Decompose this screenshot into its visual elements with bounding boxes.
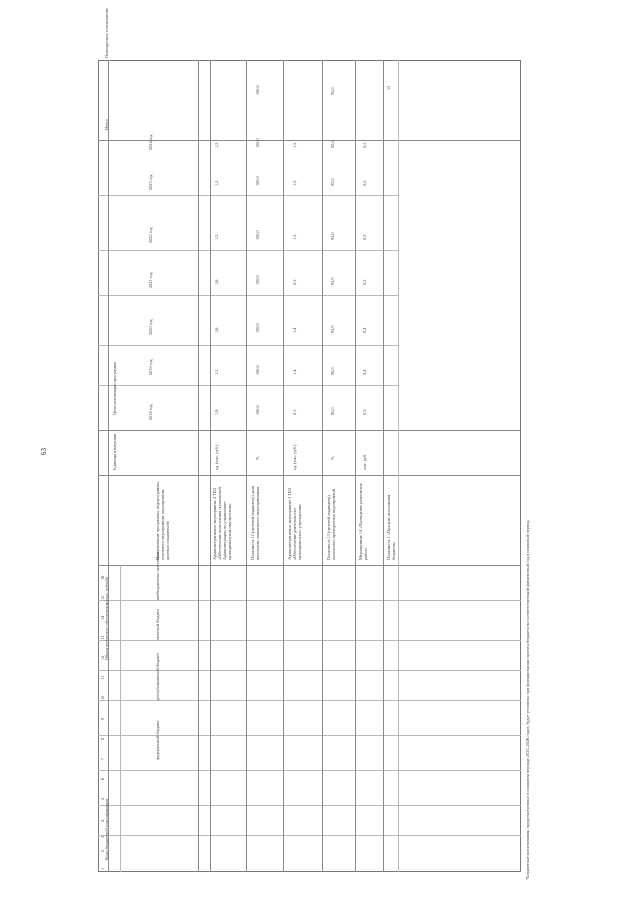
row-value: 0,5	[362, 234, 367, 240]
row-value: 1,4	[292, 327, 297, 333]
col-number: 7	[100, 757, 105, 760]
table-divider	[322, 60, 323, 872]
table-divider	[98, 670, 521, 671]
table-divider	[98, 140, 521, 141]
row-value: 0,5	[362, 409, 367, 415]
row-unit: тыс. руб.	[362, 453, 367, 470]
page-number: 63	[40, 448, 48, 455]
header-total: Итого	[104, 119, 109, 130]
year-header: 2023 год	[148, 174, 153, 190]
table-divider	[383, 60, 384, 872]
row-value: 100,0	[255, 230, 260, 240]
row-value: 0,5	[292, 279, 297, 285]
table-divider	[98, 295, 398, 296]
row-value: 0,5	[362, 142, 367, 148]
row-text: Административное мероприятие 2 ТКЗ «Обеспечение выполнения полномочий Администрации по управлению муниципальным имуществом»	[212, 487, 232, 560]
col-number: 16	[100, 575, 105, 580]
source-header: местный бюджет	[155, 608, 160, 640]
source-header: внебюджетные источники	[155, 552, 160, 600]
col-number: 8	[100, 737, 105, 740]
col-number: 5	[100, 797, 105, 800]
col-number: 10	[100, 695, 105, 700]
row-unit: ед. (тыс. руб.)	[214, 444, 219, 470]
row-value: 0,3	[292, 409, 297, 415]
row-value: 0,5	[362, 180, 367, 186]
source-header: республиканский бюджет	[155, 653, 160, 700]
row-value: 95,0	[330, 325, 335, 333]
table-divider	[98, 195, 398, 196]
row-text: Мероприятие 14 «Проведение ремонтных работ»	[358, 483, 368, 560]
header-relation: Планируемое соотношение	[104, 8, 109, 58]
row-value: 1,5	[214, 142, 219, 148]
year-header: 2018 год	[148, 404, 153, 420]
row-value: 95,0	[330, 140, 335, 148]
table-divider	[98, 600, 521, 601]
row-total: 95,0	[330, 87, 335, 95]
table-divider	[398, 60, 399, 872]
table-divider	[98, 640, 521, 641]
table-divider	[98, 700, 521, 701]
col-number: 3	[100, 835, 105, 838]
header-budget-codes: Коды бюджетной классификации	[104, 799, 109, 860]
row-value: 0,4	[362, 369, 367, 375]
row-value: 1,6	[214, 279, 219, 285]
row-total: 100,0	[255, 85, 260, 95]
row-unit: %	[330, 456, 335, 460]
table-divider	[98, 345, 398, 346]
row-value: 0,4	[362, 327, 367, 333]
table-divider	[98, 770, 521, 771]
row-text: Показатель 1 «Процент исполнения бюджета»	[386, 494, 396, 560]
row-value: 100,0	[255, 138, 260, 148]
row-total: 15	[386, 85, 391, 90]
table-divider	[98, 805, 521, 806]
row-value: 100,0	[255, 405, 260, 415]
col-number: 13	[100, 635, 105, 640]
table-divider	[198, 60, 199, 872]
year-header: 2020 год	[148, 319, 153, 335]
row-text: Показатель 13 (целевой индикатор) количество проведенных мероприятий	[326, 489, 336, 560]
row-value: 1,5	[292, 180, 297, 186]
header-unit: Единица измерения	[112, 433, 117, 470]
program-table	[98, 60, 521, 872]
row-value: 100,0	[255, 365, 260, 375]
table-divider	[98, 250, 398, 251]
row-value: 85,0	[330, 407, 335, 415]
col-number: 11	[100, 675, 105, 680]
row-value: 100,0	[255, 323, 260, 333]
col-number: 2	[100, 849, 105, 852]
table-divider	[246, 60, 247, 872]
row-value: 95,0	[330, 277, 335, 285]
col-number: 15	[100, 595, 105, 600]
row-unit: ед. (тыс. руб.)	[292, 444, 297, 470]
col-number: 14	[100, 615, 105, 620]
row-value: 1,6	[214, 327, 219, 333]
row-value: 90,0	[330, 367, 335, 375]
row-value: 100,0	[255, 176, 260, 186]
table-divider	[98, 835, 521, 836]
row-value: 95,0	[330, 178, 335, 186]
table-divider	[98, 735, 521, 736]
row-value: 1,5	[214, 234, 219, 240]
row-value: 0,5	[362, 279, 367, 285]
year-header: 2024 год	[148, 134, 153, 150]
row-value: 1,5	[292, 142, 297, 148]
year-header: 2019 год	[148, 359, 153, 375]
table-divider	[98, 565, 521, 566]
col-number: 9	[100, 717, 105, 720]
row-value: 1,8	[214, 409, 219, 415]
row-value: 95,0	[330, 232, 335, 240]
table-divider	[120, 565, 121, 872]
table-divider	[108, 60, 109, 872]
col-number: 4	[100, 819, 105, 822]
row-value: 1,5	[214, 180, 219, 186]
row-value: 1,5	[292, 234, 297, 240]
col-number: 1	[100, 867, 105, 870]
table-divider	[98, 430, 521, 431]
year-header: 2021 год	[148, 272, 153, 288]
col-number: 12	[100, 655, 105, 660]
row-unit: %	[255, 456, 260, 460]
table-divider	[98, 385, 398, 386]
header-indicators: Цели реализации программы	[112, 361, 117, 415]
row-value: 1,4	[292, 369, 297, 375]
footnote: *Бюджетные ассигнования, предусмотренные в плановом периоде 2025–2026 годов, будут уточнены при формировании проекта бюджета на соответствующий финансовый год и плановый период.	[525, 519, 530, 880]
col-number: 6	[100, 777, 105, 780]
table-divider	[98, 475, 521, 476]
year-header: 2022 год	[148, 227, 153, 243]
row-value: 100,0	[255, 275, 260, 285]
header-program-name: Наименование программы, подпрограммы, основного мероприятия, мероприятия, целевых показателей	[155, 480, 170, 560]
header-resource: Объем ресурсного обеспечения (тыс. рублей)	[104, 577, 109, 660]
source-header: федеральный бюджет	[155, 720, 160, 760]
table-divider	[210, 60, 211, 872]
row-value: 1,5	[214, 369, 219, 375]
row-text: Показатель 12 (целевой индикатор) доля населения, охваченного мероприятиями	[250, 485, 260, 560]
row-text: Административное мероприятие 3 ТКЗ «Обеспечение деятельности муниципального учреждения»	[287, 487, 302, 560]
table-divider	[283, 60, 284, 872]
table-divider	[355, 60, 356, 872]
